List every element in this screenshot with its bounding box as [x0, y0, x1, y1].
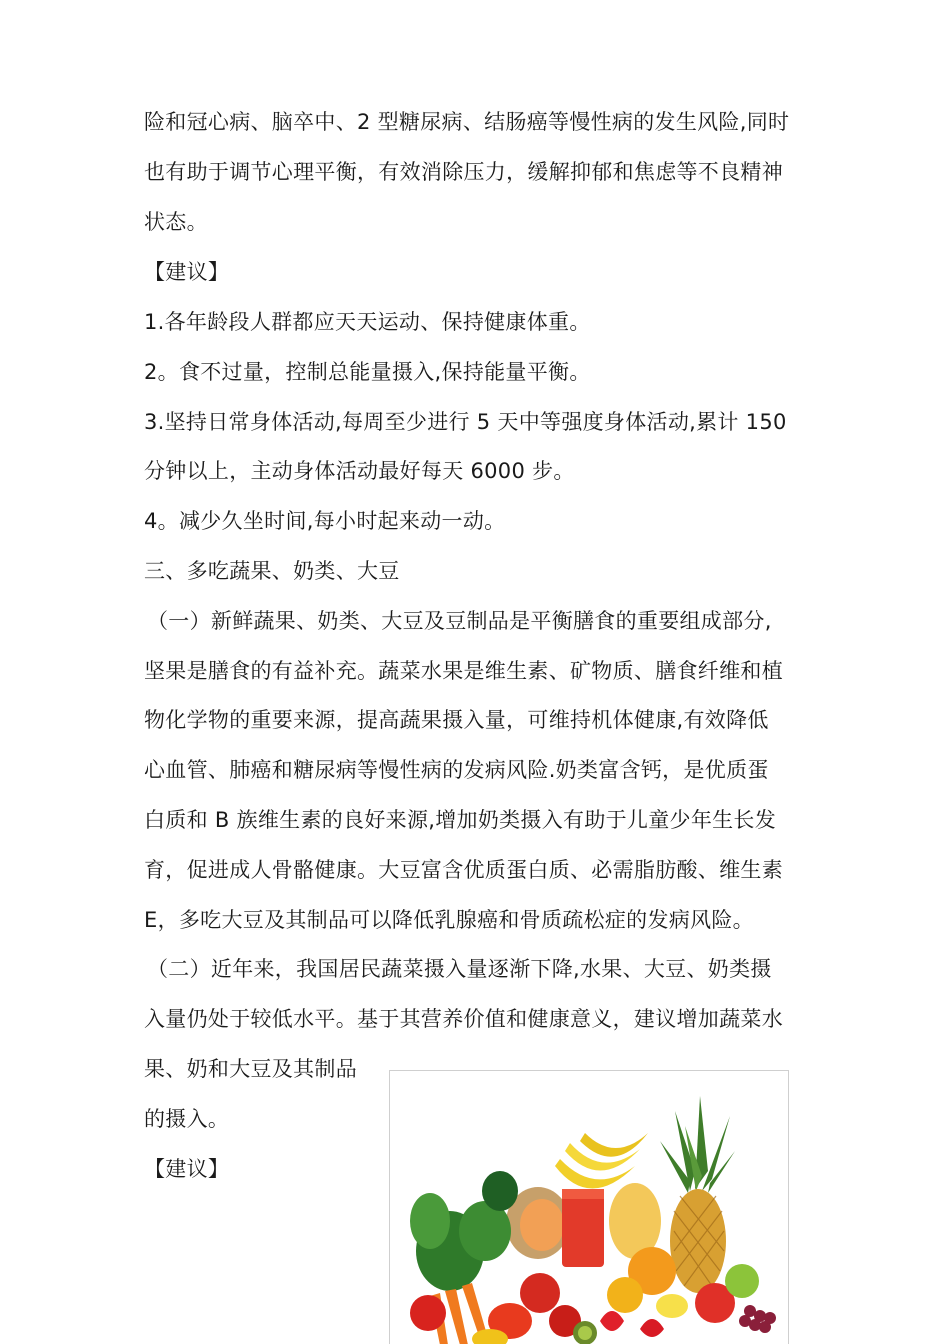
- suggestion-item-1: 1.各年龄段人群都应天天运动、保持健康体重。: [144, 310, 591, 334]
- suggestion-heading: 【建议】: [144, 260, 230, 284]
- grapes: [739, 1305, 776, 1333]
- paragraph-line: 险和冠心病、脑卒中、2 型糖尿病、结肠癌等慢性病的发生风险,同时: [144, 110, 790, 134]
- suggestion-item-4: 4。减少久坐时间,每小时起来动一动。: [144, 509, 506, 533]
- paragraph-line: （二）近年来，我国居民蔬菜摄入量逐渐下降,水果、大豆、奶类摄: [147, 957, 772, 981]
- paragraph-line: 育，促进成人骨骼健康。大豆富含优质蛋白质、必需脂肪酸、维生素: [144, 858, 783, 882]
- paragraph-line: 白质和 B 族维生素的良好来源,增加奶类摄入有助于儿童少年生长发: [144, 808, 777, 832]
- suggestion-item-3: 3.坚持日常身体活动,每周至少进行 5 天中等强度身体活动,累计 150: [144, 410, 787, 434]
- pineapple: [670, 1189, 726, 1293]
- paragraph-line: 心血管、肺癌和糖尿病等慢性病的发病风险.奶类富含钙，是优质蛋: [144, 758, 769, 782]
- pineapple-leaves: [660, 1096, 735, 1193]
- paragraph-line: 坚果是膳食的有益补充。蔬菜水果是维生素、矿物质、膳食纤维和植: [144, 659, 783, 683]
- orange: [607, 1277, 643, 1313]
- paragraph-line: （一）新鲜蔬果、奶类、大豆及豆制品是平衡膳食的重要组成部分,: [147, 609, 772, 633]
- suggestion-item-2: 2。食不过量，控制总能量摄入,保持能量平衡。: [144, 360, 591, 384]
- tomato: [520, 1273, 560, 1313]
- suggestion-heading: 【建议】: [144, 1157, 230, 1181]
- paragraph-line: E，多吃大豆及其制品可以降低乳腺癌和骨质疏松症的发病风险。: [144, 908, 754, 932]
- paragraph-line: 的摄入。: [144, 1107, 230, 1131]
- paragraph-line: 状态。: [144, 210, 208, 234]
- bananas: [555, 1133, 648, 1189]
- fruit-vegetable-image: [389, 1070, 789, 1344]
- paragraph-line: 也有助于调节心理平衡，有效消除压力，缓解抑郁和焦虑等不良精神: [144, 160, 783, 184]
- lemon: [656, 1294, 688, 1318]
- leafy-greens: [410, 1171, 518, 1291]
- strawberry: [600, 1311, 624, 1331]
- paragraph-line: 物化学物的重要来源，提高蔬果摄入量，可维持机体健康,有效降低: [144, 708, 769, 732]
- fruit-vegetable-basket-icon: [390, 1071, 789, 1344]
- green-apple: [725, 1264, 759, 1298]
- juice-glass: [562, 1189, 604, 1267]
- paragraph-line: 入量仍处于较低水平。基于其营养价值和健康意义，建议增加蔬菜水: [144, 1007, 783, 1031]
- section-title: 三、多吃蔬果、奶类、大豆: [144, 559, 400, 583]
- tomato: [410, 1295, 446, 1331]
- paragraph-line: 果、奶和大豆及其制品: [144, 1057, 357, 1081]
- suggestion-item-3-cont: 分钟以上，主动身体活动最好每天 6000 步。: [144, 459, 575, 483]
